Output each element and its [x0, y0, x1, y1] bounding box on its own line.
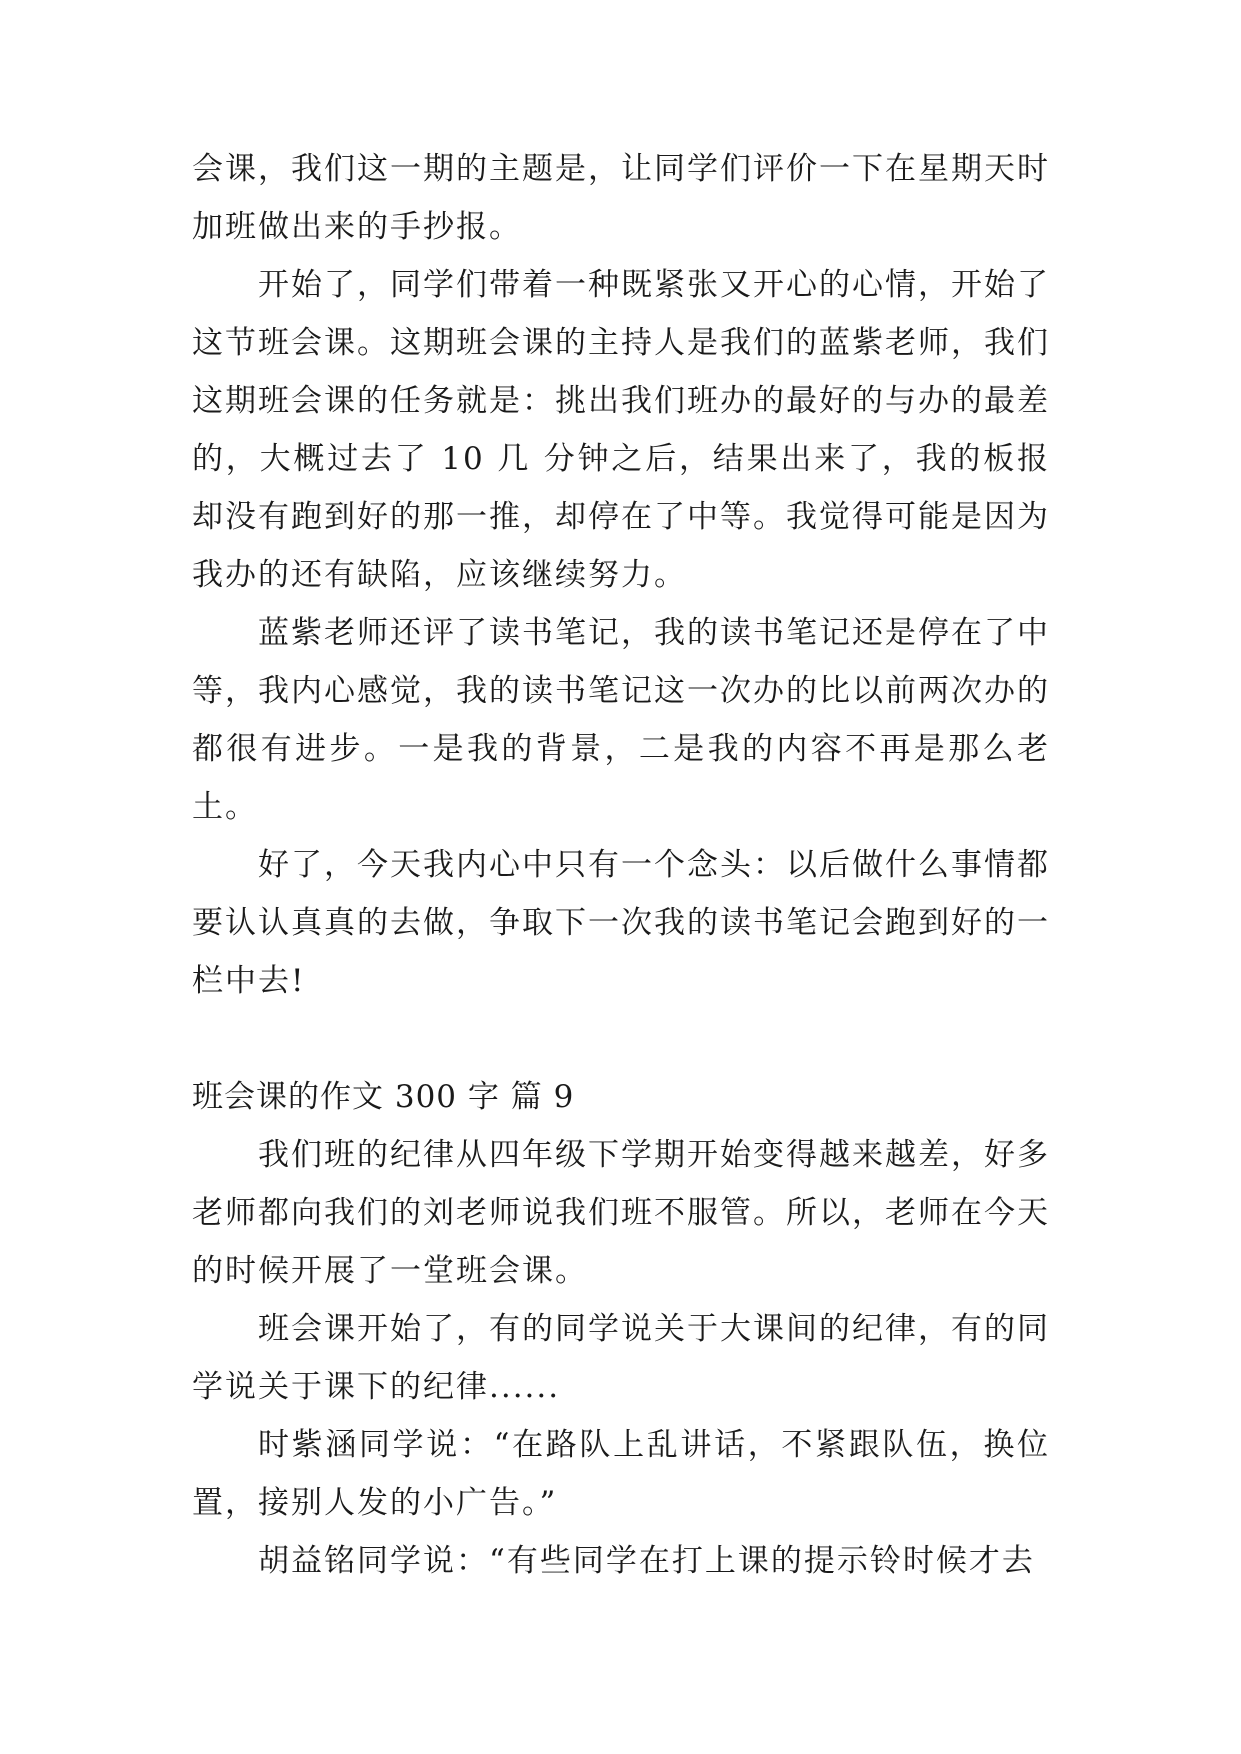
section-spacer	[192, 1010, 1050, 1068]
paragraph: 蓝紫老师还评了读书笔记，我的读书笔记还是停在了中等，我内心感觉，我的读书笔记这一次办的比以前两次办的都很有进步。一是我的背景，二是我的内容不再是那么老土。	[192, 615, 1050, 825]
document-page	[192, 140, 1050, 1590]
section-heading: 班会课的作文 300 字 篇 9	[192, 1079, 575, 1115]
paragraph-continuation: 会课，我们这一期的主题是，让同学们评价一下在星期天时加班做出来的手抄报。	[192, 151, 1050, 245]
paragraph: 班会课开始了，有的同学说关于大课间的纪律，有的同学说关于课下的纪律......	[192, 1311, 1050, 1405]
paragraph: 时紫涵同学说：“在路队上乱讲话，不紧跟队伍，换位置，接别人发的小广告。”	[192, 1427, 1050, 1521]
paragraph: 开始了，同学们带着一种既紧张又开心的心情，开始了这节班会课。这期班会课的主持人是我们的蓝紫老师，我们这期班会课的任务就是：挑出我们班办的最好的与办的最差的，大概过去了 10 几 分钟之后，结果出来了，我的板报却没有跑到好的那一推，却停在了中等。我觉得可能是因为我办的还有缺陷，应该继续努力。	[192, 267, 1050, 593]
paragraph: 胡益铭同学说：“有些同学在打上课的提示铃时候才去	[258, 1543, 1035, 1579]
paragraph: 我们班的纪律从四年级下学期开始变得越来越差，好多老师都向我们的刘老师说我们班不服管。所以，老师在今天的时候开展了一堂班会课。	[192, 1137, 1050, 1289]
paragraph: 好了，今天我内心中只有一个念头：以后做什么事情都要认认真真的去做，争取下一次我的读书笔记会跑到好的一栏中去!	[192, 847, 1050, 999]
